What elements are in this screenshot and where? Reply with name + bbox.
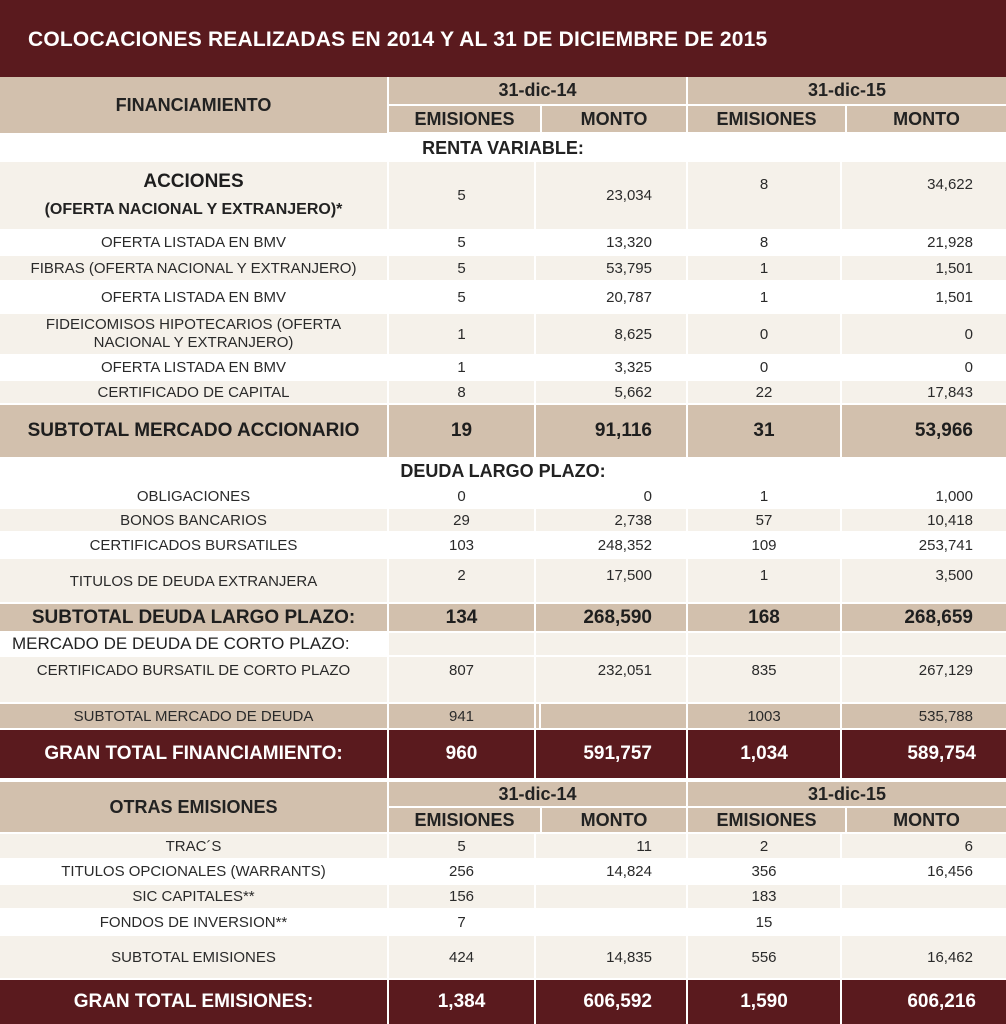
emisiones-2014-cell: 5 [389,162,534,229]
emisiones-2015-cell: 1 [688,282,840,312]
monto-2014-cell: 268,590 [536,604,686,631]
emisiones-2015-cell: 356 [688,860,840,883]
emisiones-2015-cell: 0 [688,356,840,379]
emisiones-2014-cell: 103 [389,533,534,557]
date-2014-header: 31-dic-14 [389,782,686,806]
emisiones-2014-cell: 29 [389,509,534,531]
monto-2015-cell: 267,129 [842,657,1006,702]
empty-cell [389,633,534,655]
emisiones-2014-cell: 2 [389,559,534,602]
row-label: OFERTA LISTADA EN BMV [0,356,387,379]
emisiones-2015-cell: 109 [688,533,840,557]
monto-2015-cell: 0 [842,356,1006,379]
grand-total-row [0,730,1006,778]
table-row [0,509,1006,531]
monto-2015-cell: 17,843 [842,381,1006,403]
table-row [0,356,1006,379]
monto-2014-header: MONTO [542,106,686,132]
emisiones-2015-cell: 1,590 [688,980,840,1024]
emisiones-2015-cell: 31 [688,405,840,457]
emisiones-2014-cell: 5 [389,256,534,280]
emisiones-2014-cell: 5 [389,834,534,858]
table-row [0,559,1006,602]
monto-2015-cell: 253,741 [842,533,1006,557]
monto-2015-cell [842,885,1006,908]
row-label: TRAC´S [0,834,387,858]
date-2014-header: 31-dic-14 [389,77,686,104]
emisiones-2015-header: EMISIONES [688,808,845,832]
divider [536,704,539,728]
monto-2014-cell: 14,824 [536,860,686,883]
emisiones-2015-cell: 22 [688,381,840,403]
emisiones-2014-cell: 134 [389,604,534,631]
monto-2015-cell [842,910,1006,934]
monto-2014-cell: 8,625 [536,314,686,354]
table-row [0,231,1006,254]
emisiones-2014-cell: 1 [389,356,534,379]
financiamiento-header: FINANCIAMIENTO [0,77,387,133]
emisiones-2015-cell: 1003 [688,704,840,728]
row-label: CERTIFICADO DE CAPITAL [0,381,387,403]
row-label: OBLIGACIONES [0,485,387,507]
section-corto-plazo-row [0,633,1006,655]
table-row [0,910,1006,934]
monto-2014-header: MONTO [542,808,686,832]
monto-2015-cell: 606,216 [842,980,1006,1024]
row-label: TITULOS DE DEUDA EXTRANJERA [0,559,387,602]
row-label: FIDEICOMISOS HIPOTECARIOS (OFERTA NACIONAL Y EXTRANJERO) [0,314,387,354]
empty-cell [842,633,1006,655]
monto-2014-cell: 591,757 [536,730,686,778]
table-row [0,162,1006,229]
row-label: GRAN TOTAL EMISIONES: [0,980,387,1024]
row-label: SUBTOTAL MERCADO DE DEUDA [0,704,387,728]
row-label: SUBTOTAL MERCADO ACCIONARIO [0,405,387,457]
emisiones-2014-cell: 1 [389,314,534,354]
row-label: SUBTOTAL EMISIONES [0,936,387,978]
monto-2015-cell: 1,501 [842,282,1006,312]
subtotal-row [0,405,1006,457]
header-row [0,77,1006,133]
empty-cell [688,633,840,655]
emisiones-2014-cell: 5 [389,282,534,312]
row-label: ACCIONES (OFERTA NACIONAL Y EXTRANJERO)* [0,162,387,229]
row-label: BONOS BANCARIOS [0,509,387,531]
emisiones-2015-cell: 57 [688,509,840,531]
monto-2015-cell: 1,501 [842,256,1006,280]
monto-2014-cell: 14,835 [536,936,686,978]
emisiones-2015-cell: 1,034 [688,730,840,778]
emisiones-2014-cell: 19 [389,405,534,457]
monto-2014-cell: 11 [536,834,686,858]
table-row [0,834,1006,858]
monto-2014-cell: 0 [536,485,686,507]
emisiones-2015-cell: 15 [688,910,840,934]
emisiones-2015-cell: 835 [688,657,840,702]
table-row [0,485,1006,507]
emisiones-2014-cell: 8 [389,381,534,403]
monto-2014-cell [536,910,686,934]
monto-2014-cell: 20,787 [536,282,686,312]
monto-2014-cell: 248,352 [536,533,686,557]
monto-2014-cell: 606,592 [536,980,686,1024]
monto-2014-cell: 13,320 [536,231,686,254]
otras-emisiones-header: OTRAS EMISIONES [0,782,387,832]
monto-2015-cell: 3,500 [842,559,1006,602]
table-row [0,381,1006,403]
monto-2015-cell: 21,928 [842,231,1006,254]
emisiones-2015-header: EMISIONES [688,106,845,132]
emisiones-2014-cell: 5 [389,231,534,254]
monto-2015-cell: 16,462 [842,936,1006,978]
monto-2015-cell: 535,788 [842,704,1006,728]
emisiones-2015-cell: 1 [688,559,840,602]
subtotal-row [0,936,1006,978]
emisiones-2015-cell: 1 [688,485,840,507]
monto-2015-cell: 16,456 [842,860,1006,883]
row-label: SIC CAPITALES** [0,885,387,908]
monto-2014-cell: 23,034 [536,162,686,229]
emisiones-2014-header: EMISIONES [389,808,540,832]
monto-2015-cell: 589,754 [842,730,1006,778]
emisiones-2015-cell: 2 [688,834,840,858]
emisiones-2015-cell: 8 [688,162,840,229]
monto-2015-cell: 10,418 [842,509,1006,531]
emisiones-2015-cell: 8 [688,231,840,254]
monto-2015-header: MONTO [847,106,1006,132]
monto-2014-cell: 2,738 [536,509,686,531]
row-label: FONDOS DE INVERSION** [0,910,387,934]
monto-2015-cell: 0 [842,314,1006,354]
table-row [0,885,1006,908]
section-corto-plazo: MERCADO DE DEUDA DE CORTO PLAZO: [12,634,350,653]
emisiones-2015-cell: 183 [688,885,840,908]
table-row [0,860,1006,883]
monto-2014-cell: 91,116 [536,405,686,457]
row-label: GRAN TOTAL FINANCIAMIENTO: [0,730,387,778]
subtotal-row [0,704,1006,728]
grand-total-row [0,980,1006,1024]
emisiones-2014-header: EMISIONES [389,106,540,132]
emisiones-2015-cell: 0 [688,314,840,354]
row-label: TITULOS OPCIONALES (WARRANTS) [0,860,387,883]
monto-2014-cell: 232,051 [536,657,686,702]
row-label: OFERTA LISTADA EN BMV [0,282,387,312]
table-row [0,657,1006,702]
monto-2014-cell: 17,500 [536,559,686,602]
date-2015-header: 31-dic-15 [688,782,1006,806]
title-bar [0,0,1006,77]
table-row [0,282,1006,312]
monto-2015-cell: 1,000 [842,485,1006,507]
table-row [0,314,1006,354]
row-label: SUBTOTAL DEUDA LARGO PLAZO: [0,604,387,631]
row-label: FIBRAS (OFERTA NACIONAL Y EXTRANJERO) [0,256,387,280]
row-label: CERTIFICADO BURSATIL DE CORTO PLAZO [0,657,387,702]
emisiones-2014-cell: 424 [389,936,534,978]
monto-2014-cell [536,885,686,908]
table-row [0,533,1006,557]
emisiones-2014-cell: 1,384 [389,980,534,1024]
monto-2015-cell: 34,622 [842,162,1006,229]
emisiones-2014-cell: 960 [389,730,534,778]
header-row-otras [0,782,1006,832]
monto-2014-cell [541,704,686,728]
emisiones-2014-cell: 941 [389,704,534,728]
emisiones-2015-cell: 556 [688,936,840,978]
emisiones-2014-cell: 7 [389,910,534,934]
subtotal-row [0,604,1006,631]
table-row [0,256,1006,280]
monto-2014-cell: 3,325 [536,356,686,379]
page-title: COLOCACIONES REALIZADAS EN 2014 Y AL 31 DE DICIEMBRE DE 2015 [28,28,768,51]
emisiones-2014-cell: 256 [389,860,534,883]
monto-2015-cell: 268,659 [842,604,1006,631]
emisiones-2015-cell: 168 [688,604,840,631]
row-label: CERTIFICADOS BURSATILES [0,533,387,557]
monto-2015-header: MONTO [847,808,1006,832]
date-2015-header: 31-dic-15 [688,77,1006,104]
monto-2015-cell: 53,966 [842,405,1006,457]
monto-2014-cell: 53,795 [536,256,686,280]
emisiones-2014-cell: 0 [389,485,534,507]
monto-2014-cell: 5,662 [536,381,686,403]
section-deuda-largo-plazo: DEUDA LARGO PLAZO: [400,461,606,481]
section-renta-variable: RENTA VARIABLE: [422,137,584,158]
monto-2015-cell: 6 [842,834,1006,858]
emisiones-2015-cell: 1 [688,256,840,280]
emisiones-2014-cell: 156 [389,885,534,908]
row-label: OFERTA LISTADA EN BMV [0,231,387,254]
emisiones-2014-cell: 807 [389,657,534,702]
empty-cell [536,633,686,655]
